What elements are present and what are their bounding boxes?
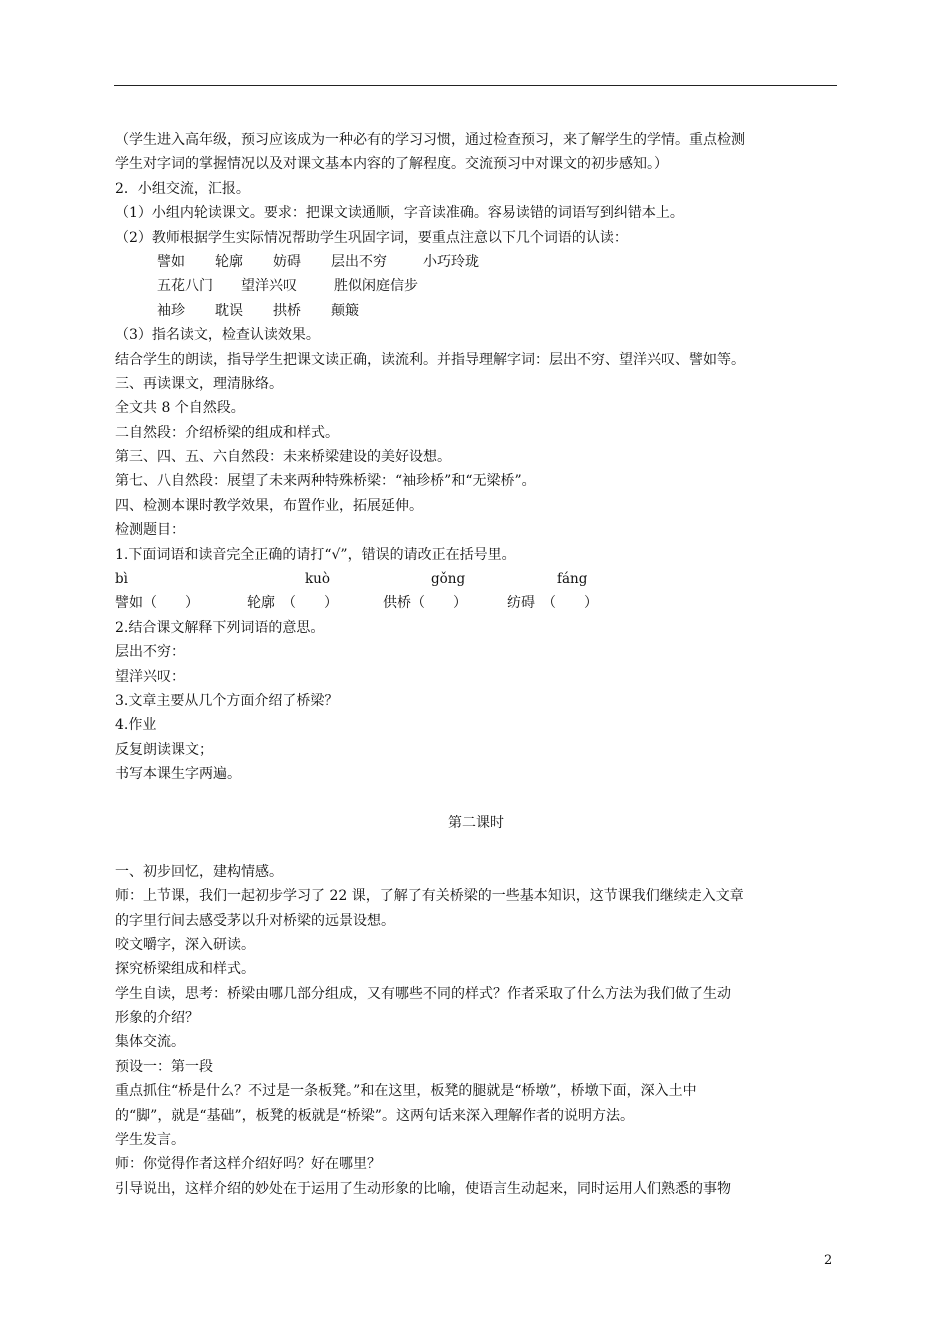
pinyin-row <box>115 567 837 591</box>
text-line: 学生对字词的掌握情况以及对课文基本内容的了解程度。交流预习中对课文的初步感知。） <box>115 156 668 173</box>
text-line: 层出不穷： <box>115 644 185 661</box>
quiz-item: 譬如（ ） <box>115 595 199 612</box>
text-line: 2．小组交流，汇报。 <box>115 180 250 197</box>
header-rule <box>114 85 837 86</box>
text-line: 全文共 8 个自然段。 <box>115 400 245 417</box>
text-line: （3）指名读文，检查认读效果。 <box>115 327 320 344</box>
text-line: 结合学生的朗读，指导学生把课文读正确，读流利。并指导理解字词：层出不穷、望洋兴叹、譬如等。 <box>115 351 745 368</box>
text-line: 预设一：第一段 <box>115 1058 213 1075</box>
vocab-word: 轮廓 <box>215 253 243 270</box>
vocab-word: 妨碍 <box>273 253 301 270</box>
pinyin: fáng <box>557 571 588 588</box>
text-line: 四、检测本课时教学效果，布置作业，拓展延伸。 <box>115 497 423 514</box>
text-line: （2）教师根据学生实际情况帮助学生巩固字词，要重点注意以下几个词语的认读： <box>115 229 628 246</box>
text-line: 反复朗读课文； <box>115 741 213 758</box>
text-line: 师：你觉得作者这样介绍好吗？好在哪里？ <box>115 1156 381 1173</box>
pinyin: kuò <box>305 571 331 588</box>
text-line: 的字里行间去感受茅以升对桥梁的远景设想。 <box>115 912 395 929</box>
text-line: 形象的介绍？ <box>115 1010 199 1027</box>
text-line: 望洋兴叹： <box>115 668 185 685</box>
text-line: 师：上节课，我们一起初步学习了 22 课，了解了有关桥梁的一些基本知识，这节课我们继续走入文章 <box>115 888 744 905</box>
vocab-word: 小巧玲珑 <box>423 253 479 270</box>
vocab-word: 颠簸 <box>331 302 359 319</box>
vocab-word: 耽误 <box>215 302 243 319</box>
page-number: 2 <box>824 1253 833 1268</box>
quiz-item: 纺碍 （ ） <box>507 595 598 612</box>
word-row <box>115 299 837 323</box>
text-line: 3.文章主要从几个方面介绍了桥梁？ <box>115 692 339 709</box>
word-row <box>115 274 837 298</box>
quiz-item: 供桥（ ） <box>383 595 467 612</box>
text-line: 第七、八自然段：展望了未来两种特殊桥梁：“袖珍桥”和“无梁桥”。 <box>115 473 536 490</box>
pinyin: gǒng <box>431 571 466 588</box>
text-line: 2.结合课文解释下列词语的意思。 <box>115 619 325 636</box>
text-line: 4.作业 <box>115 717 157 734</box>
section-title: 第二课时 <box>448 814 504 831</box>
vocab-word: 譬如 <box>157 253 185 270</box>
word-row <box>115 250 837 274</box>
text-line: 书写本课生字两遍。 <box>115 766 241 783</box>
vocab-word: 袖珍 <box>157 302 185 319</box>
text-line: 重点抓住“桥是什么？不过是一条板凳。”和在这里，板凳的腿就是“桥墩”，桥墩下面，深入土中 <box>115 1083 697 1100</box>
text-line: 一、初步回忆，建构情感。 <box>115 863 283 880</box>
text-line: 三、再读课文，理清脉络。 <box>115 375 283 392</box>
text-line: 咬文嚼字，深入研读。 <box>115 936 255 953</box>
text-line: 检测题目： <box>115 522 185 539</box>
text-line: 的“脚”，就是“基础”，板凳的板就是“桥梁”。这两句话来深入理解作者的说明方法。 <box>115 1107 634 1124</box>
quiz-row <box>115 591 837 615</box>
text-line: 探究桥梁组成和样式。 <box>115 961 255 978</box>
text-line: 学生自读，思考：桥梁由哪几部分组成，又有哪些不同的样式？作者采取了什么方法为我们做了生动 <box>115 985 731 1002</box>
vocab-word: 拱桥 <box>273 302 301 319</box>
vocab-word: 胜似闲庭信步 <box>334 278 418 295</box>
vocab-word: 层出不穷 <box>331 253 387 270</box>
vocab-word: 望洋兴叹 <box>241 278 297 295</box>
text-line: （1）小组内轮读课文。要求：把课文读通顺，字音读准确。容易读错的词语写到纠错本上。 <box>115 205 684 222</box>
text-line: 1.下面词语和读音完全正确的请打“√”，错误的请改正在括号里。 <box>115 546 516 563</box>
text-line: 引导说出，这样介绍的妙处在于运用了生动形象的比喻，使语言生动起来，同时运用人们熟悉的事物 <box>115 1180 731 1197</box>
text-line: 二自然段：介绍桥梁的组成和样式。 <box>115 424 339 441</box>
vocab-word: 五花八门 <box>157 278 213 295</box>
text-line: （学生进入高年级，预习应该成为一种必有的学习习惯，通过检查预习，来了解学生的学情。重点检测 <box>115 132 745 148</box>
pinyin: bì <box>115 571 128 588</box>
text-line: 第三、四、五、六自然段：未来桥梁建设的美好设想。 <box>115 449 451 466</box>
text-line: 集体交流。 <box>115 1034 185 1051</box>
quiz-item: 轮廓 （ ） <box>247 595 338 612</box>
document-body <box>115 128 837 1201</box>
text-line: 学生发言。 <box>115 1132 185 1149</box>
